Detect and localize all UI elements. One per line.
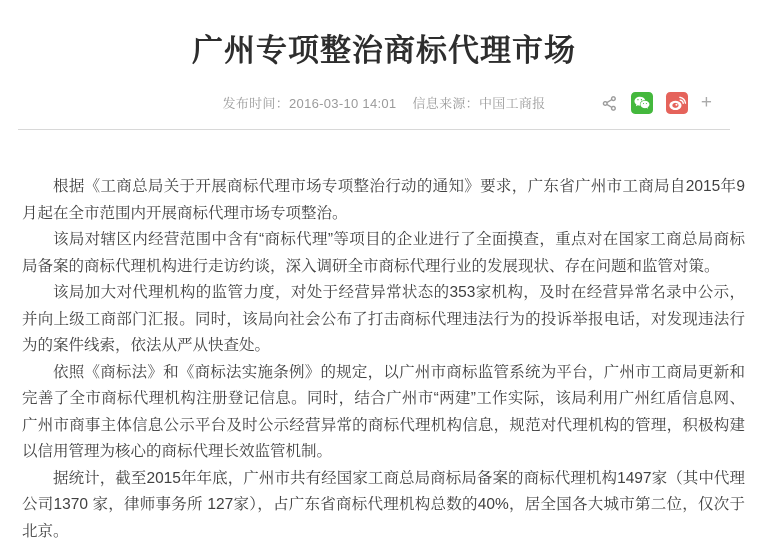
wechat-share-button[interactable]	[631, 92, 653, 114]
wechat-icon	[631, 92, 653, 114]
publish-time-value: 2016-03-10 14:01	[289, 96, 396, 111]
paragraph: 依照《商标法》和《商标法实施条例》的规定，以广州市商标监管系统为平台，广州市工商局更新和完善了全市商标代理机构注册登记信息。同时，结合广州市“两建”工作实际，该局利用广州红盾信息网、广州市商事主体信息公示平台及时公示经营异常的商标代理机构信息，规范对代理机构的管理，积极构建以信用管理为核心的商标代理长效监管机制。	[22, 360, 745, 466]
source-value: 中国工商报	[479, 96, 546, 111]
paragraph: 据统计，截至2015年年底，广州市共有经国家工商总局商标局备案的商标代理机构1497家（其中代理公司1370 家，律师事务所 127家），占广东省商标代理机构总数的40%，居全国各大城市第二位，仅次于北京。	[22, 466, 745, 545]
paragraph: 该局对辖区内经营范围中含有“商标代理”等项目的企业进行了全面摸查，重点对在国家工商总局商标局备案的商标代理机构进行走访约谈，深入调研全市商标代理行业的发展现状、存在问题和监管对策。	[22, 227, 745, 280]
share-button[interactable]	[601, 95, 618, 112]
share-nodes-icon	[601, 95, 618, 112]
publish-time-label: 发布时间：	[223, 96, 290, 111]
paragraph: 该局加大对代理机构的监管力度，对处于经营异常状态的353家机构，及时在经营异常名录中公示，并向上级工商部门汇报。同时，该局向社会公布了打击商标代理违法行为的投诉举报电话，对发现违法行为的案件线索，依法从严从快查处。	[22, 280, 745, 360]
meta-row	[0, 92, 768, 116]
paragraph: 根据《工商总局关于开展商标代理市场专项整治行动的通知》要求，广东省广州市工商局自2015年9月起在全市范围内开展商标代理市场专项整治。	[22, 174, 745, 227]
article-body	[0, 174, 768, 545]
more-share-button[interactable]: +	[701, 93, 712, 113]
header-divider	[18, 129, 730, 130]
article-page	[0, 25, 768, 543]
page-title: 广州专项整治商标代理市场	[0, 25, 768, 70]
weibo-share-button[interactable]	[666, 92, 688, 114]
share-bar	[601, 91, 712, 115]
source-label: 信息来源：	[412, 96, 479, 111]
weibo-icon	[666, 92, 688, 114]
